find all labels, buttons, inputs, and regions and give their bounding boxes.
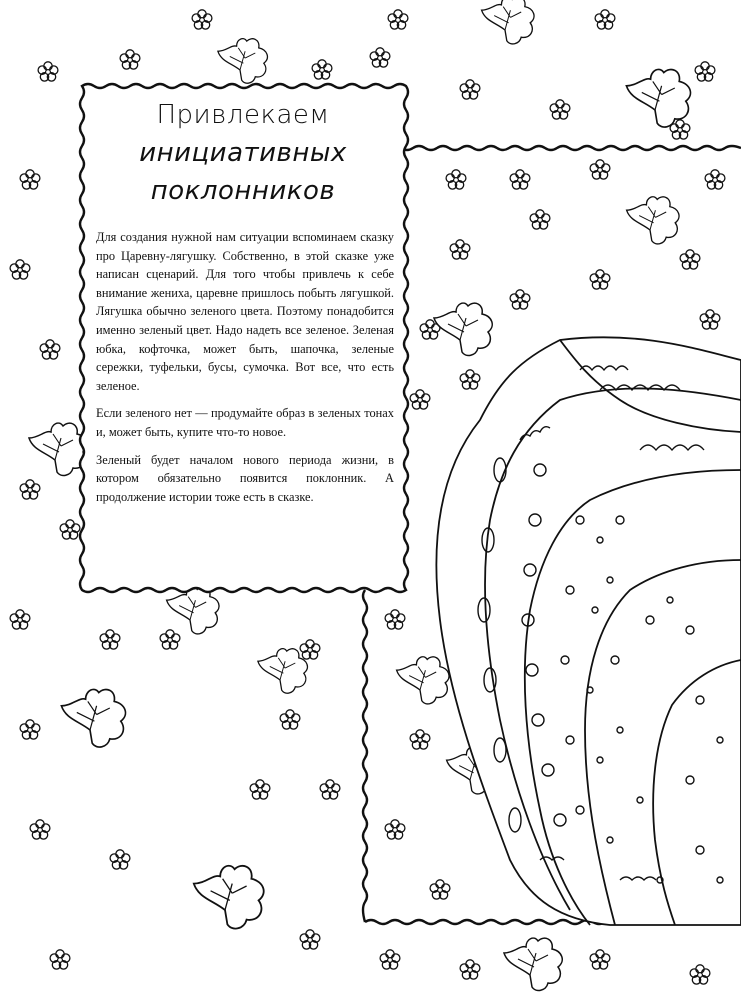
title-line-1: Привлекаем	[156, 100, 330, 130]
paragraph-2: Если зеленого нет — продумайте образ в зеленых тонах и, может быть, купите что-то новое.	[96, 406, 394, 439]
article-body	[96, 228, 394, 506]
title-line-2: инициативных	[139, 138, 347, 168]
page-title	[86, 96, 400, 210]
paragraph-1: Для создания нужной нам ситуации вспоминаем сказку про Царевну-лягушку. Собственно, в этой сказке уже написан сценарий. Для того чтобы привлечь к себе внимание жениха, царевне пришлось побыть лягушкой. Лягушка обычно зеленого цвета. Поэтому понадобится именно зеленый цвет. Надо надеть все зеленое. Зеленая юбка, кофточка, может быть, шапочка, зеленые сережки, туфельки, бусы, сумочка. Вот все, что есть зеленое.	[96, 230, 394, 393]
paragraph-3: Зеленый будет началом нового периода жизни, в котором обязательно появится поклонник. А продолжение истории тоже есть в сказке.	[96, 452, 394, 504]
title-line-3: поклонников	[150, 176, 336, 206]
article-text-box	[86, 90, 400, 590]
ornamental-skirt-illustration	[436, 337, 741, 925]
